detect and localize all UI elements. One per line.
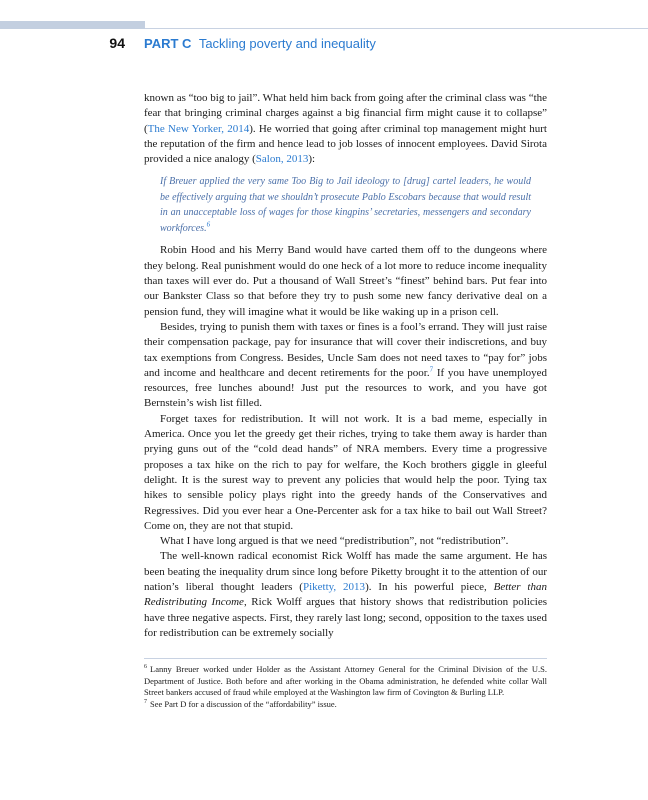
part-title: Tackling poverty and inequality	[198, 36, 376, 51]
footnote-ref-6[interactable]: 6	[206, 220, 211, 229]
footnote-rule	[144, 658, 547, 659]
paragraph-3	[144, 320, 547, 412]
page-number: 94	[109, 35, 125, 51]
paragraph-text: ):	[308, 153, 316, 166]
footnote-ref-7[interactable]: 7	[429, 365, 434, 374]
paragraph-6	[144, 549, 547, 641]
quote-text: If Breuer applied the very same Too Big to Jail ideology to [drug] cartel leaders, he would be effectively arguing that we shouldn’t prosecute Pablo Escobars because that would result in an unacceptable loss of wages for those kingpins’ secretaries, messengers and secondary workforces.	[160, 176, 531, 234]
citation-salon[interactable]: Salon, 2013	[255, 153, 309, 166]
paragraph-text: , Rick Wolff argues that history shows that redistribution policies have three negative aspects. First, they rarely last long; second, opposition to the taxes used for redistribution can be extremely socially	[144, 596, 547, 639]
paragraph-text: If you have unemployed resources, free lunches abound! Just put the resources to work, and you have got Bernstein’s wish list filled.	[144, 366, 548, 410]
work-title: Better than Redistributing Income	[144, 581, 547, 609]
header-accent-bar	[0, 21, 145, 29]
footnote-7	[144, 699, 547, 711]
citation-piketty[interactable]: Piketty, 2013	[302, 581, 366, 594]
main-text	[144, 91, 547, 641]
running-head	[144, 36, 376, 51]
paragraph-1	[144, 91, 547, 167]
block-quote	[160, 174, 531, 236]
footnote-text: Lanny Breuer worked under Holder as the Assistant Attorney General for the Criminal Division of the U.S. Department of Justice. Both before and after working in the Obama administration, he defended white collar Wall Street bankers accused of fraud while employed at the Washington law firm of Covington & Burling LLP.	[144, 664, 547, 698]
paragraph-5: What I have long argued is that we need “predistribution”, not “redistribution”.	[160, 535, 509, 548]
footnote-number: 7	[144, 698, 147, 705]
paragraph-2: Robin Hood and his Merry Band would have carted them off to the dungeons where they belong. Real punishment would do one heck of a lot more to reduce income inequality than taxes will ever do. Put a thousand of Wall Street’s “finest” behind bars. Put fear into our Bankster Class so that before they try to push some new fancy derivative deal on a pension fund, they will imagine what it would be like waking up in a prison cell.	[144, 244, 547, 318]
paragraph-text: ). He worried that going after criminal top management might hurt the reputation of the firm and hence lead to job losses of innocent employees. David Sirota provided a nice analogy (	[144, 122, 547, 166]
paragraph-4: Forget taxes for redistribution. It will not work. It is a bad meme, especially in America. Once you let the greedy get their riches, trying to take them away is harder than prying guns out of the “cold dead hands” of NRA members. Every time a progressive proposes a tax hike on the rich to pay for welfare, the Koch brothers giggle in gleeful delight. It is the surest way to prevent any policies that would help the poor. Tying tax hikes to sensible policy plays right into the greedy hands of the Conservatives and Regressives. Did you ever hear a One-Percenter ask for a tax hike to bail out Wall Street? Come on, they are not that stupid.	[144, 412, 547, 532]
paragraph-text: known as “too big to jail”. What held him back from going after the criminal class was “the fear that bringing criminal charges against a big financial firm might cause it to collapse” (	[144, 92, 548, 135]
footnote-number: 6	[144, 664, 147, 671]
paragraph-text: Besides, trying to punish them with taxes or fines is a fool’s errand. They will just raise their compensation package, pay for insurance that will cover their indiscretions, and buy tax exemptions from Congress. Besides, Uncle Sam does not need taxes to “pay for” jobs and income and healthcare and decent retirements for the poor.	[144, 320, 547, 379]
header-rule	[145, 28, 648, 29]
footnote-6	[144, 664, 547, 699]
paragraph-text: The well-known radical economist Rick Wolff has made the same argument. He has been beating the inequality drum since long before Piketty brought it to the attention of our nation’s liberal thought leaders (	[144, 550, 547, 594]
citation-new-yorker[interactable]: The New Yorker, 2014	[147, 122, 250, 135]
paragraph-text: ). In his powerful piece,	[365, 581, 494, 594]
part-label: PART C	[144, 36, 192, 51]
footnotes	[144, 664, 547, 710]
footnote-text: See Part D for a discussion of the “affordability” issue.	[150, 698, 337, 709]
